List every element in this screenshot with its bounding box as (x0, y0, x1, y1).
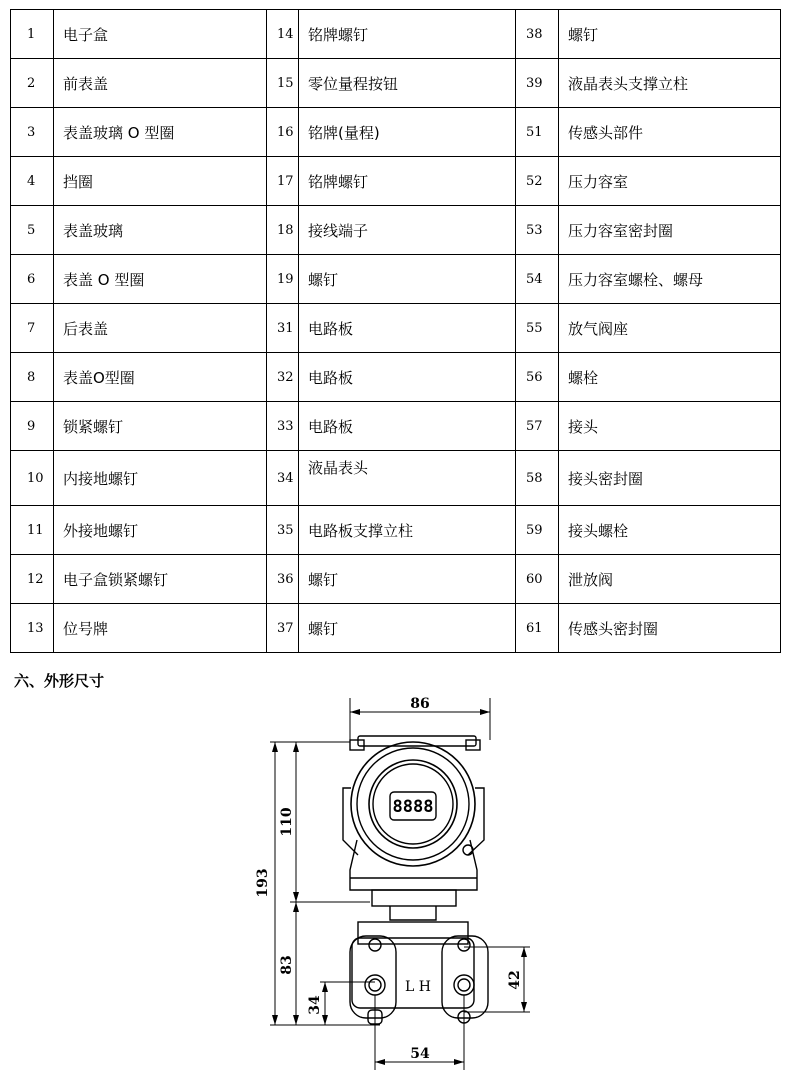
part-name: 液晶表头 (299, 451, 516, 506)
display-segments (393, 797, 434, 817)
dim-width-top: 86 (410, 696, 430, 712)
dim-head-height: 110 (279, 807, 295, 837)
table-row (11, 353, 781, 402)
part-number: 37 (267, 604, 299, 653)
table-row (11, 604, 781, 653)
part-number: 12 (11, 555, 54, 604)
part-name: 螺钉 (299, 604, 516, 653)
part-number: 3 (11, 108, 54, 157)
part-number: 14 (267, 10, 299, 59)
part-number: 8 (11, 353, 54, 402)
part-name: 电路板 (299, 304, 516, 353)
part-name: 锁紧螺钉 (54, 402, 267, 451)
part-number: 1 (11, 10, 54, 59)
part-number: 15 (267, 59, 299, 108)
part-number: 56 (516, 353, 559, 402)
table-row (11, 402, 781, 451)
part-number: 51 (516, 108, 559, 157)
part-number: 55 (516, 304, 559, 353)
part-number: 31 (267, 304, 299, 353)
part-name: 铭牌螺钉 (299, 10, 516, 59)
parts-table-body (11, 10, 781, 653)
part-name: 接线端子 (299, 206, 516, 255)
part-name: 电路板 (299, 402, 516, 451)
part-number: 6 (11, 255, 54, 304)
part-name: 压力容室密封圈 (559, 206, 781, 255)
part-number: 19 (267, 255, 299, 304)
part-number: 5 (11, 206, 54, 255)
table-row (11, 206, 781, 255)
table-row (11, 108, 781, 157)
part-name: 前表盖 (54, 59, 267, 108)
part-name: 表盖玻璃 O 型圈 (54, 108, 267, 157)
table-row (11, 506, 781, 555)
part-name: 液晶表头支撑立柱 (559, 59, 781, 108)
part-number: 13 (11, 604, 54, 653)
part-number: 9 (11, 402, 54, 451)
dim-total-height: 193 (255, 868, 271, 898)
part-number: 52 (516, 157, 559, 206)
part-number: 2 (11, 59, 54, 108)
part-number: 36 (267, 555, 299, 604)
part-name: 螺钉 (299, 555, 516, 604)
part-name: 螺栓 (559, 353, 781, 402)
part-name: 传感头密封圈 (559, 604, 781, 653)
part-number: 10 (11, 451, 54, 506)
part-name: 外接地螺钉 (54, 506, 267, 555)
part-number: 60 (516, 555, 559, 604)
part-number: 53 (516, 206, 559, 255)
part-number: 34 (267, 451, 299, 506)
part-number: 39 (516, 59, 559, 108)
table-row (11, 59, 781, 108)
part-number: 11 (11, 506, 54, 555)
part-number: 33 (267, 402, 299, 451)
part-number: 38 (516, 10, 559, 59)
part-name: 零位量程按钮 (299, 59, 516, 108)
part-name: 螺钉 (299, 255, 516, 304)
table-row (11, 10, 781, 59)
part-name: 压力容室 (559, 157, 781, 206)
part-number: 32 (267, 353, 299, 402)
part-number: 4 (11, 157, 54, 206)
part-name: 接头 (559, 402, 781, 451)
part-name: 内接地螺钉 (54, 451, 267, 506)
part-number: 16 (267, 108, 299, 157)
part-name: 接头密封圈 (559, 451, 781, 506)
section-heading: 六、外形尺寸 (14, 672, 105, 690)
part-name: 铭牌螺钉 (299, 157, 516, 206)
part-name: 电子盒锁紧螺钉 (54, 555, 267, 604)
part-name: 接头螺栓 (559, 506, 781, 555)
dim-body-height: 83 (279, 955, 295, 975)
part-name: 压力容室螺栓、螺母 (559, 255, 781, 304)
display-digits: 8888 (392, 797, 434, 817)
part-number: 18 (267, 206, 299, 255)
table-row (11, 255, 781, 304)
part-number: 17 (267, 157, 299, 206)
table-row (11, 157, 781, 206)
table-row (11, 304, 781, 353)
table-row (11, 555, 781, 604)
part-name: 泄放阀 (559, 555, 781, 604)
part-number: 7 (11, 304, 54, 353)
part-name: 表盖玻璃 (54, 206, 267, 255)
part-number: 57 (516, 402, 559, 451)
part-name: 传感头部件 (559, 108, 781, 157)
part-name: 表盖O型圈 (54, 353, 267, 402)
part-name: 后表盖 (54, 304, 267, 353)
part-name: 挡圈 (54, 157, 267, 206)
part-name: 铭牌(量程) (299, 108, 516, 157)
part-number: 58 (516, 451, 559, 506)
dim-flange-height: 42 (507, 970, 523, 990)
part-name: 表盖 O 型圈 (54, 255, 267, 304)
part-name: 位号牌 (54, 604, 267, 653)
part-name: 电子盒 (54, 10, 267, 59)
part-number: 54 (516, 255, 559, 304)
part-name: 螺钉 (559, 10, 781, 59)
part-name: 电路板支撑立柱 (299, 506, 516, 555)
table-row (11, 451, 781, 506)
dimension-drawing (0, 690, 790, 1091)
part-number: 61 (516, 604, 559, 653)
dim-port-height: 34 (307, 995, 323, 1015)
ports-label: L H (405, 979, 431, 995)
part-name: 放气阀座 (559, 304, 781, 353)
parts-table (10, 9, 781, 653)
dim-port-spacing: 54 (410, 1046, 430, 1062)
part-number: 35 (267, 506, 299, 555)
part-number: 59 (516, 506, 559, 555)
part-name: 电路板 (299, 353, 516, 402)
